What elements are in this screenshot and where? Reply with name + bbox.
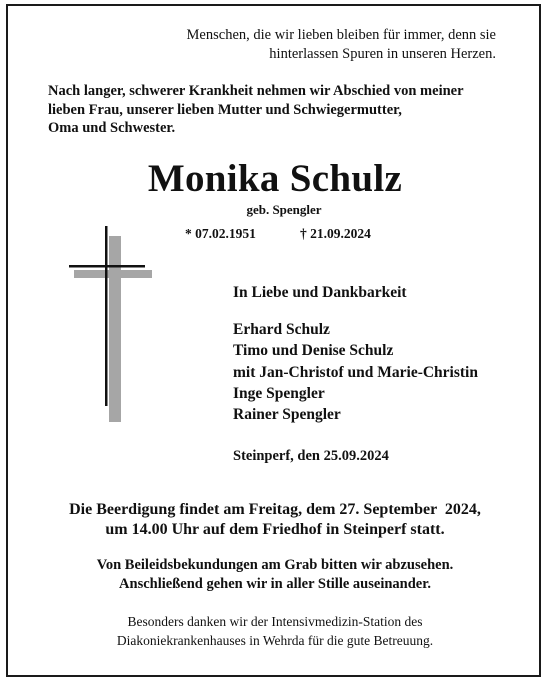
quote-line-1: Menschen, die wir lieben bleiben für immer, denn sie (186, 27, 496, 43)
cross-horizontal (69, 265, 145, 268)
intro-line-3: Oma und Schwester. (48, 120, 176, 136)
intro-line-1: Nach langer, schwerer Krankheit nehmen wir Abschied von meiner (48, 83, 464, 99)
condolences-line-2: Anschließend gehen wir in aller Stille auseinander. (119, 576, 431, 592)
mourners-list (233, 319, 533, 425)
thanks-line-1: Besonders danken wir der Intensivmedizin-Station des (127, 614, 423, 629)
condolences-line-1: Von Beileidsbekundungen am Grab bitten wir abzusehen. (96, 557, 454, 573)
mourner-name: Inge Spengler (233, 384, 325, 402)
mourner-name: Timo und Denise Schulz (233, 342, 394, 360)
condolences-note (0, 556, 550, 594)
deceased-name: Monika Schulz (147, 157, 403, 200)
place-date: Steinperf, den 25.09.2024 (233, 448, 389, 464)
cross-vertical (105, 226, 108, 406)
cross-icon (66, 224, 158, 424)
cross-shadow-vertical (109, 236, 121, 422)
mourner-name: Rainer Spengler (233, 406, 341, 424)
funeral-line-1: Die Beerdigung findet am Freitag, dem 27. September 2024, (69, 501, 481, 518)
funeral-info (0, 500, 550, 540)
death-date: † 21.09.2024 (300, 226, 371, 241)
intro-text (48, 82, 518, 138)
cross-shadow-horizontal (74, 270, 152, 278)
intro-line-2: lieben Frau, unserer lieben Mutter und Schwiegermutter, (48, 101, 402, 118)
funeral-line-2: um 14.00 Uhr auf dem Friedhof in Steinperf statt. (105, 521, 445, 538)
special-thanks (0, 612, 550, 650)
mourner-name: Erhard Schulz (233, 321, 330, 338)
memorial-quote (0, 26, 496, 64)
quote-line-2: hinterlassen Spuren in unseren Herzen. (269, 46, 496, 62)
mourners-heading: In Liebe und Dankbarkeit (233, 284, 407, 301)
mourner-name: mit Jan-Christof und Marie-Christin (233, 363, 478, 381)
birth-date: * 07.02.1951 (185, 226, 256, 241)
maiden-name: geb. Spengler (246, 202, 322, 217)
thanks-line-2: Diakoniekrankenhauses in Wehrda für die gute Betreuung. (116, 633, 434, 648)
